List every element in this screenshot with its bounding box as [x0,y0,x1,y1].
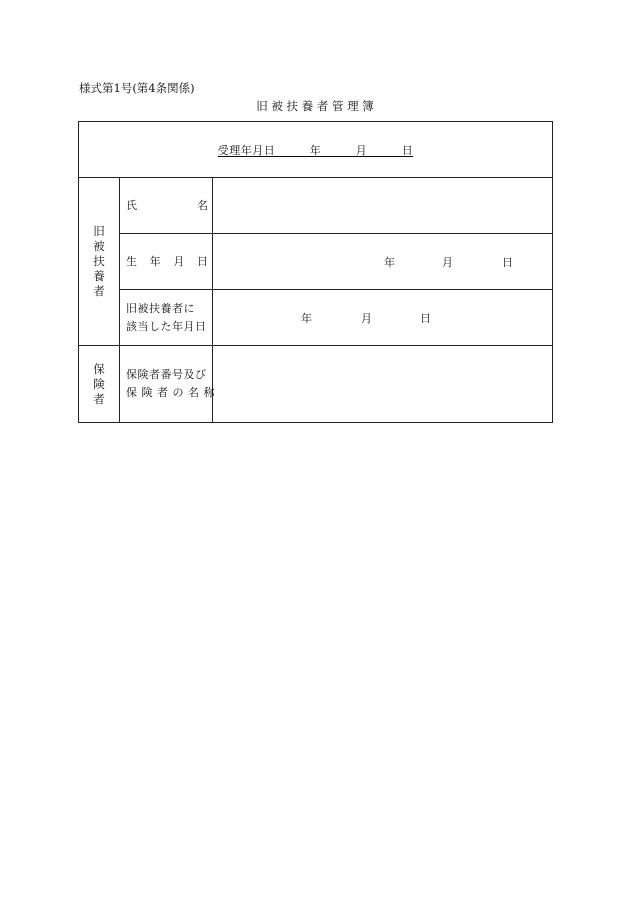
insurer-label-line1: 保険者番号及び [126,368,207,381]
document-title: 旧 被 扶 養 者 管 理 簿 [256,99,374,113]
insurer-value-cell[interactable] [213,346,553,423]
birthdate-label-char-2: 年 [149,254,161,268]
name-label-left: 氏 [126,198,137,212]
insurer-label-cell [120,346,213,423]
birthdate-label-char-3: 月 [173,254,185,268]
form-number: 様式第1号(第4条関係) [79,81,195,95]
applicable-date-month-unit: 月 [361,311,372,325]
former-dependent-group-cell [79,178,120,346]
applicable-date-label-line2: 該当した年月日 [126,319,207,333]
former-dependent-group-label: 旧被扶養者 [93,224,105,298]
applicable-date-year-unit: 年 [301,311,312,325]
receipt-date-label: 受理年月日 年 月 日 [217,143,414,157]
birthdate-year-unit: 年 [384,255,395,269]
applicable-date-label-cell [120,290,213,346]
name-value-cell[interactable] [213,178,553,234]
insurer-group-label: 保険者 [93,361,105,406]
applicable-date-day-unit: 日 [420,311,431,325]
birthdate-label-char-4: 日 [196,254,208,268]
birthdate-month-unit: 月 [442,255,453,269]
birthdate-label-char-1: 生 [126,254,137,268]
insurer-group-cell [79,346,120,423]
applicable-date-value-cell[interactable] [213,290,553,346]
birthdate-value-cell[interactable] [213,234,553,290]
name-label-cell [120,178,213,234]
receipt-date-cell [79,122,553,178]
applicable-date-label-line1: 旧被扶養者に [126,301,195,315]
birthdate-label-cell [120,234,213,290]
birthdate-day-unit: 日 [502,255,513,269]
name-label-right: 名 [197,198,208,212]
former-dependent-register-table [78,121,553,423]
insurer-label-line2: 保 険 者 の 名 称 [126,386,215,399]
